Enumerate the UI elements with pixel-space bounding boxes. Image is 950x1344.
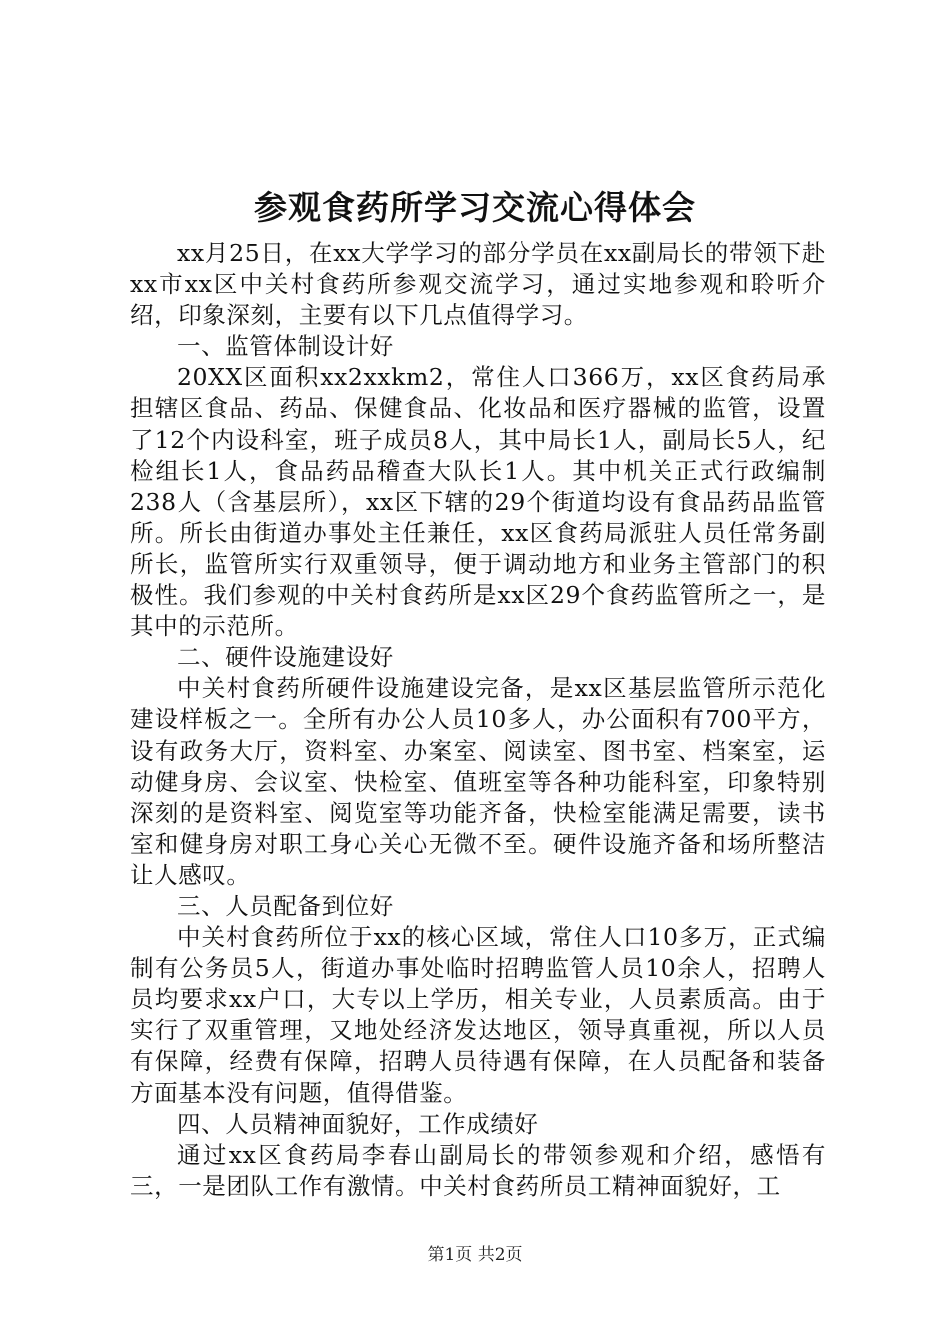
paragraph-section-4: 通过xx区食药局李春山副局长的带领参观和介绍，感悟有三，一是团队工作有激情。中关村食药所员工精神面貌好，工 (130, 1140, 826, 1200)
page-number-footer: 第1页 共2页 (427, 1245, 523, 1265)
paragraph-section-1: 20XX区面积xx2xxkm2，常住人口366万，xx区食药局承担辖区食品、药品、保健食品、化妆品和医疗器械的监管，设置了12个内设科室，班子成员8人，其中局长1人，副局长5人，纪检组长1人，食品药品稽查大队长1人。其中机关正式行政编制238人（含基层所），xx区下辖的29个街道均设有食品药品监管所。所长由街道办事处主任兼任，xx区食药局派驻人员任常务副所长，监管所实行双重领导，便于调动地方和业务主管部门的积极性。我们参观的中关村食药所是xx区29个食药监管所之一，是其中的示范所。 (130, 363, 826, 641)
paragraph-section-2: 中关村食药所硬件设施建设完备，是xx区基层监管所示范化建设样板之一。全所有办公人员10多人，办公面积有700平方，设有政务大厅，资料室、办案室、阅读室、图书室、档案室，运动健身房、会议室、快检室、值班室等各种功能科室，印象特别深刻的是资料室、阅览室等功能齐备，快检室能满足需要，读书室和健身房对职工身心关心无微不至。硬件设施齐备和场所整洁让人感叹。 (130, 674, 826, 889)
paragraph-section-3: 中关村食药所位于xx的核心区域，常住人口10多万，正式编制有公务员5人，街道办事处临时招聘监管人员10余人，招聘人员均要求xx户口，大专以上学历，相关专业，人员素质高。由于实行了双重管理，又地处经济发达地区，领导真重视，所以人员有保障，经费有保障，招聘人员待遇有保障，在人员配备和装备方面基本没有问题，值得借鉴。 (130, 923, 826, 1107)
section-heading-1: 一、监管体制设计好 (177, 332, 394, 361)
section-heading-4: 四、人员精神面貌好，工作成绩好 (177, 1109, 539, 1138)
section-heading-3: 三、人员配备到位好 (177, 891, 394, 920)
section-heading-2: 二、硬件设施建设好 (177, 643, 394, 672)
document-body (130, 238, 826, 1202)
paragraph-intro: xx月25日，在xx大学学习的部分学员在xx副局长的带领下赴xx市xx区中关村食药所参观交流学习，通过实地参观和聆听介绍，印象深刻，主要有以下几点值得学习。 (130, 239, 826, 330)
document-title: 参观食药所学习交流心得体会 (254, 188, 696, 227)
